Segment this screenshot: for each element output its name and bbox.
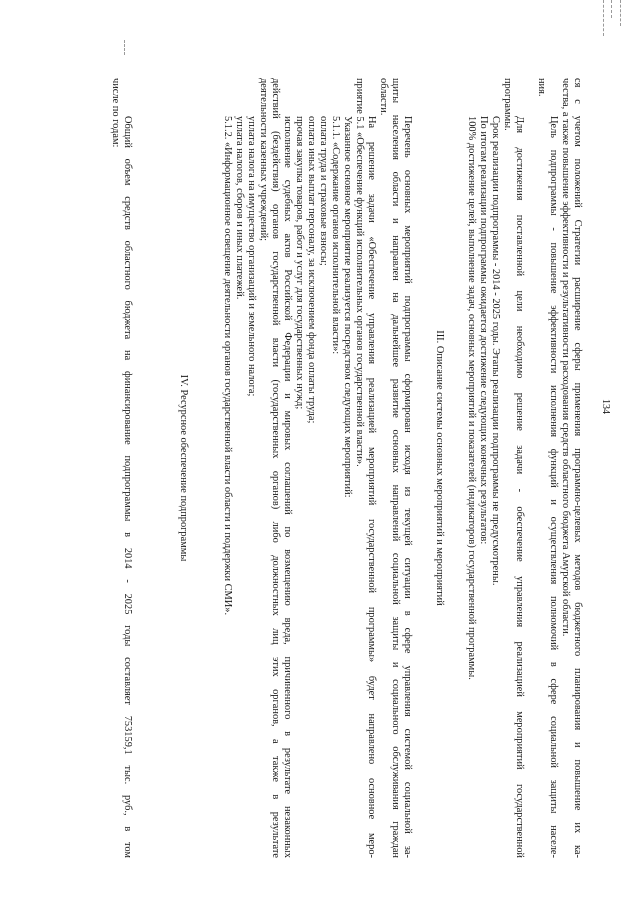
list-item: действий (бездействия) органов государственной власти (государственных органов) либо должностных лиц этих органов, а также в результате — [270, 78, 281, 858]
paragraph-line: 5.1.2. «Информационное освещение деятельности органов государственной власти области и поддержки СМИ». — [222, 116, 233, 616]
paragraph-line: Срок реализации подпрограммы - 2014 - 2025 годы. Этапы реализации подпрограммы не предусмотрены. — [490, 116, 501, 586]
paragraph-line: 100% достижение целей, выполнение задач, основных мероприятий и показателей (индикаторов) государственной программы. — [466, 116, 477, 680]
scan-edge-right — [603, 0, 604, 36]
paragraph-line: приятие 5.1 «Обеспечение функций исполнительных органов государственной власти». — [354, 78, 365, 467]
paragraph-line: числе по годам: — [110, 78, 121, 148]
scan-edge-right — [611, 0, 612, 18]
list-item: прочая закупка товаров, работ и услуг для государственных нужд; — [294, 116, 305, 410]
section-heading: III. Описание системы основных мероприятий и мероприятий — [434, 330, 445, 606]
scan-edge-left — [124, 40, 125, 55]
paragraph-line: Цель подпрограммы - повышение эффективности исполнения функций и осуществления полномочий в сфере социальной защиты населе- — [548, 116, 559, 858]
paragraph-line: Перечень основных мероприятий подпрограммы сформирован исходя из текущей ситуации в сфере управления системой социальной за- — [402, 116, 413, 858]
paragraph-line: ния. — [536, 78, 547, 97]
paragraph-line: ся с учетом положений Стратегии расширение сферы применения программно-целевых методов бюджетного планирования и повышение их ка- — [572, 78, 583, 858]
list-item: оплата труда и страховые взносы; — [318, 116, 329, 266]
paragraph-line: На решение задачи «Обеспечение управления реализацией мероприятий государственной программы» будет направлено основное меро- — [366, 116, 377, 858]
paragraph-line: Для достижения поставленной цели необходимо решение задачи - обеспечение управления реализацией мероприятий государственной — [514, 116, 525, 858]
list-item: оплата иных выплат персоналу, за исключением фонда оплаты труда; — [306, 116, 317, 424]
paragraph-line: Общий объем средств областного бюджета на финансирование подпрограммы в 2014 - 2025 годы составляет 753159,1 тыс. руб., в том — [122, 116, 133, 858]
scan-edge-right — [620, 0, 621, 26]
paragraph-line: чества, а также повышение эффективности и результативности расходования средств областного бюджета Амурской области. — [560, 78, 571, 637]
list-item: исполнение судебных актов Российской Федерации и мировых соглашений по возмещению вреда, причиненного в результате незаконных — [282, 116, 293, 858]
document-page — [83, 78, 611, 858]
paragraph-line: Указанное основное мероприятие реализуется посредством следующих мероприятий: — [342, 116, 353, 498]
paragraph-line: программы. — [502, 78, 513, 131]
paragraph-line: области. — [378, 78, 389, 116]
page-number: 134 — [600, 399, 611, 414]
paragraph-line: По итогам реализации подпрограммы ожидается достижение следующих конечных результатов: — [478, 116, 489, 545]
paragraph-line: 5.1.1. «Содержание органов исполнительной власти»: — [330, 116, 341, 355]
list-item: уплата налога на имущество организаций и земельного налога; — [246, 116, 257, 397]
paragraph-line: щиты населения области и направлен на дальнейшее развитие основных направлений социальной защиты и социального обслуживания граждан — [390, 78, 401, 858]
list-item: деятельности казенных учреждений; — [258, 78, 269, 242]
section-heading: IV. Ресурсное обеспечение подпрограммы — [178, 374, 189, 562]
list-item: уплата налогов, сборов и иных платежей. — [234, 116, 245, 300]
